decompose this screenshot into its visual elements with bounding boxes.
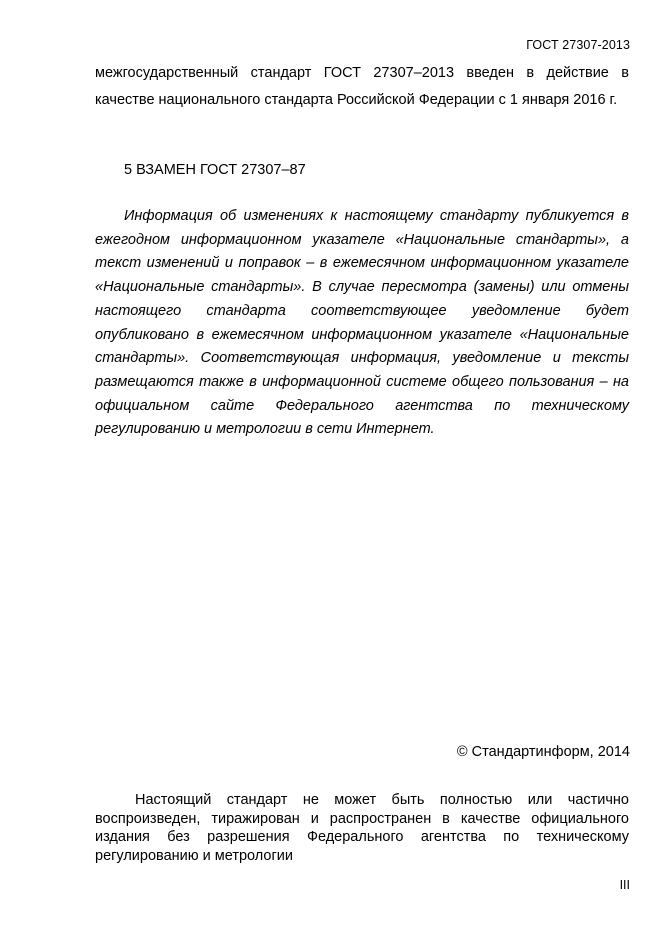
copyright-line: © Стандартинформ, 2014 [456,744,630,760]
changes-info-paragraph: Информация об изменениях к настоящему стандарту публикуется в ежегодном информационном указателе «Национальные стандарты», а текст изменений и поправок – в ежемесячном информационном указателе «Национальные стандарты». В случае пересмотра (замены) или отмены настоящего стандарта соответствующее уведомление будет опубликовано в ежемесячном информационном указателе «Национальные стандарты». Соответствующая информация, уведомление и тексты размещаются также в информационной системе общего пользования – на официальном сайте Федерального агентства по техническому регулированию и метрологии в сети Интернет. [95,208,629,438]
intro-paragraph: межгосударственный стандарт ГОСТ 27307–2013 введен в действие в качестве национального стандарта Российской Федерации с 1 января 2016 г. [95,65,629,108]
reproduction-notice: Настоящий стандарт не может быть полностью или частично воспроизведен, тиражирован и распространен в качестве официального издания без разрешения Федерального агентства по техническому регулированию и метрологии [95,792,629,864]
page-number: III [619,878,630,892]
item-5-replacement: 5 ВЗАМЕН ГОСТ 27307–87 [124,162,306,178]
running-header: ГОСТ 27307-2013 [526,38,630,52]
